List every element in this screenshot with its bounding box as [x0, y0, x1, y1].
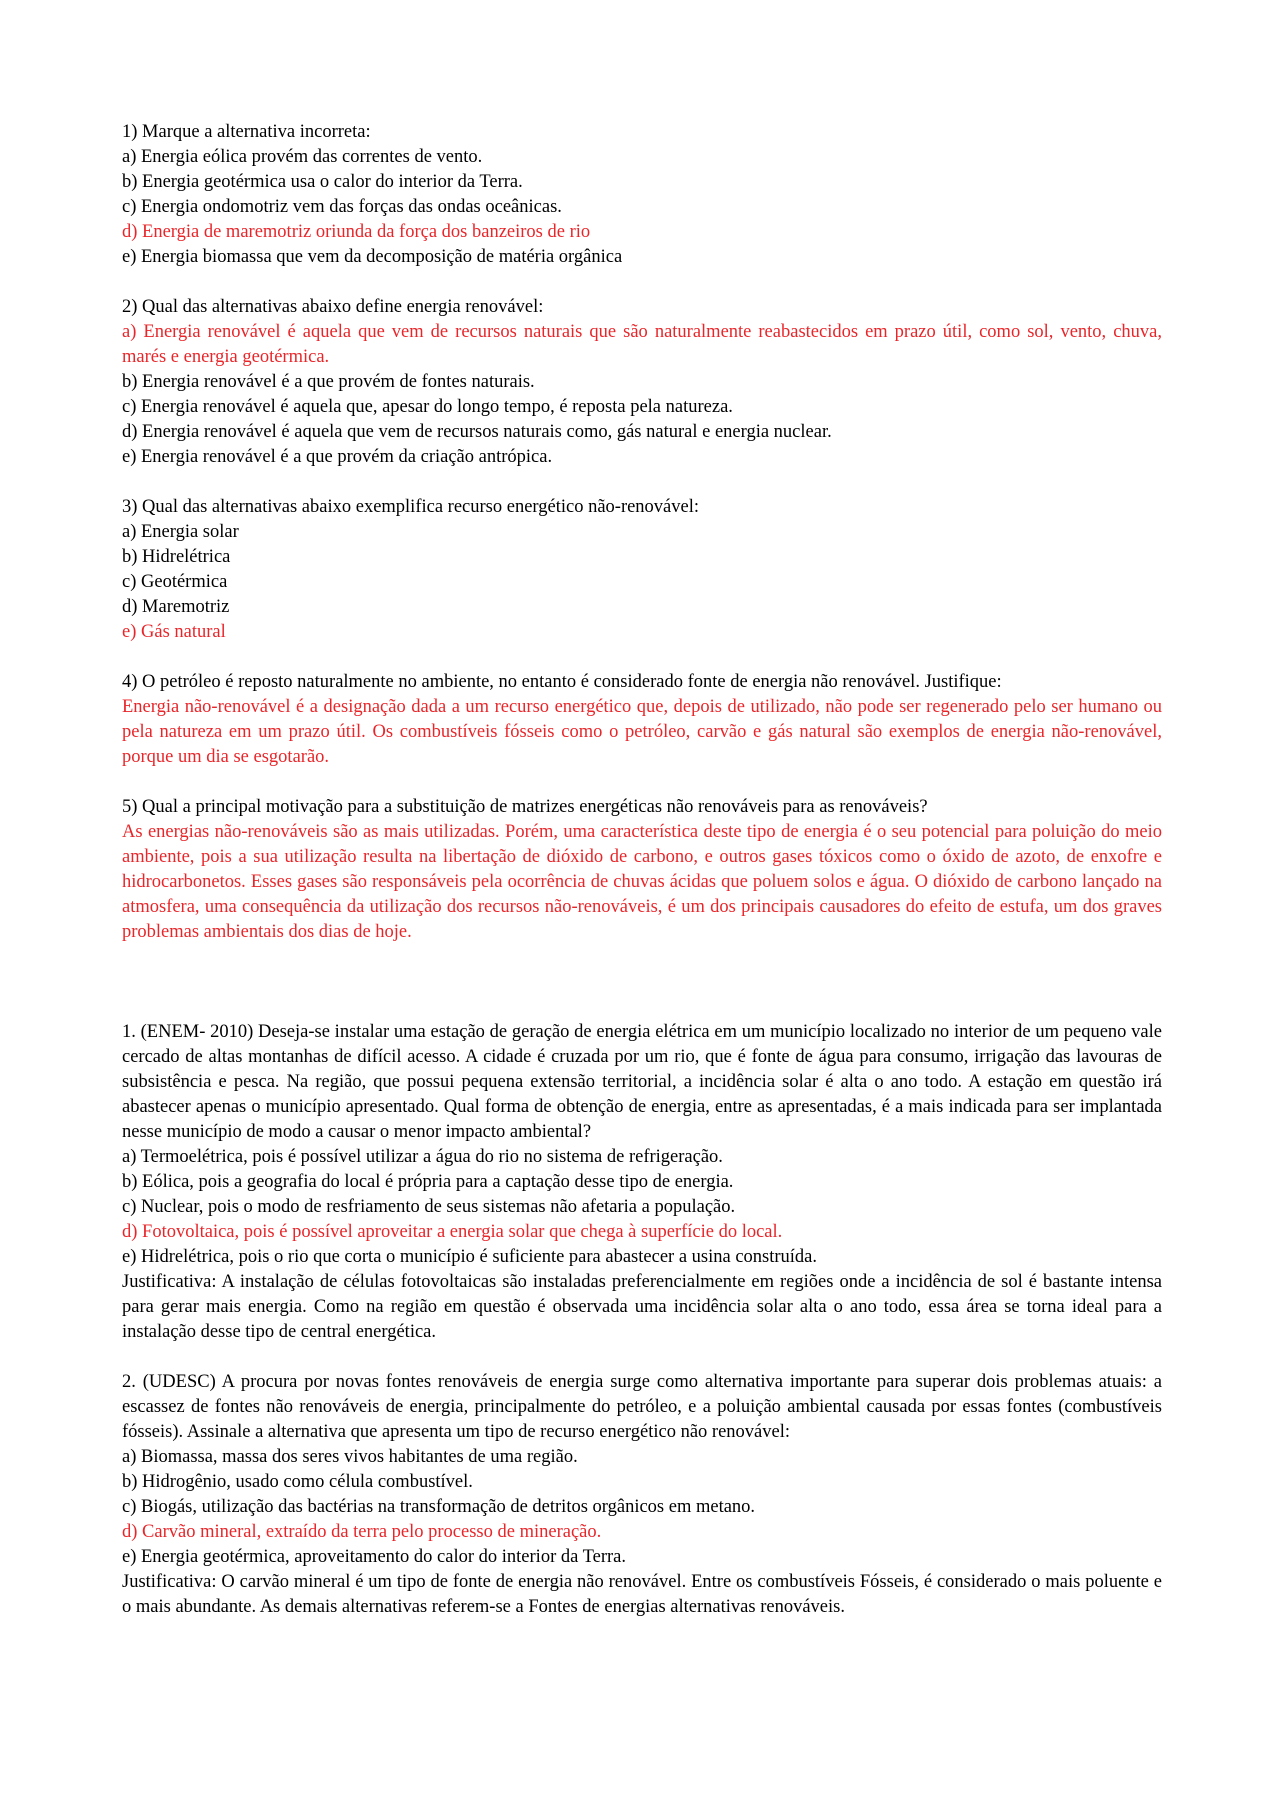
question-3-option-b: b) Hidrelétrica	[122, 547, 231, 567]
question-2-option-c: c) Energia renovável é aquela que, apesar do longo tempo, é reposta pela natureza.	[122, 397, 733, 417]
question-1-option-e: e) Energia biomassa que vem da decomposição de matéria orgânica	[122, 247, 623, 267]
question-2-option-b: b) Energia renovável é a que provém de fontes naturais.	[122, 372, 535, 392]
exercise-2-option-b: b) Hidrogênio, usado como célula combustível.	[122, 1472, 473, 1492]
question-1-option-b: b) Energia geotérmica usa o calor do interior da Terra.	[122, 172, 523, 192]
exercise-2-justification: Justificativa: O carvão mineral é um tipo de fonte de energia não renovável. Entre os combustíveis Fósseis, é considerado o mais poluente e o mais abundante. As demais alternativas referem-se a Fontes de energias alternativas renováveis.	[122, 1572, 1162, 1617]
question-2-option-d: d) Energia renovável é aquela que vem de recursos naturais como, gás natural e energia nuclear.	[122, 422, 832, 442]
exercise-1	[122, 1020, 1162, 1345]
question-3-option-e-answer: e) Gás natural	[122, 622, 226, 642]
question-2	[122, 295, 1162, 470]
question-2-option-a-answer: a) Energia renovável é aquela que vem de recursos naturais que são naturalmente reabastecidos em prazo útil, como sol, vento, chuva, marés e energia geotérmica.	[122, 322, 1162, 367]
exercise-2-option-a: a) Biomassa, massa dos seres vivos habitantes de uma região.	[122, 1447, 578, 1467]
exercise-1-option-c: c) Nuclear, pois o modo de resfriamento de seus sistemas não afetaria a população.	[122, 1197, 736, 1217]
question-3-option-a: a) Energia solar	[122, 522, 239, 542]
question-4-answer: Energia não-renovável é a designação dada a um recurso energético que, depois de utilizado, não pode ser regenerado pelo ser humano ou pela natureza em um prazo útil. Os combustíveis fósseis como o petróleo, carvão e gás natural são exemplos de energia não-renovável, porque um dia se esgotarão.	[122, 697, 1162, 767]
question-1	[122, 120, 1162, 270]
question-5-answer: As energias não-renováveis são as mais utilizadas. Porém, uma característica deste tipo de energia é o seu potencial para poluição do meio ambiente, pois a sua utilização resulta na libertação de dióxido de carbono, e outros gases tóxicos como o óxido de azoto, de enxofre e hidrocarbonetos. Esses gases são responsáveis pela ocorrência de chuvas ácidas que poluem solos e água. O dióxido de carbono lançado na atmosfera, uma consequência da utilização dos recursos não-renováveis, é um dos principais causadores do efeito de estufa, um dos graves problemas ambientais dos dias de hoje.	[122, 822, 1162, 942]
question-3-option-c: c) Geotérmica	[122, 572, 228, 592]
question-1-option-c: c) Energia ondomotriz vem das forças das ondas oceânicas.	[122, 197, 562, 217]
question-3-option-d: d) Maremotriz	[122, 597, 230, 617]
exercise-1-option-d-answer: d) Fotovoltaica, pois é possível aproveitar a energia solar que chega à superfície do local.	[122, 1222, 783, 1242]
exercise-1-text: 1. (ENEM- 2010) Deseja-se instalar uma estação de geração de energia elétrica em um município localizado no interior de um pequeno vale cercado de altas montanhas de difícil acesso. A cidade é cruzada por um rio, que é fonte de água para consumo, irrigação das lavouras de subsistência e pesca. Na região, que possui pequena extensão territorial, a incidência solar é alta o ano todo. A estação em questão irá abastecer apenas o município apresentado. Qual forma de obtenção de energia, entre as apresentadas, é a mais indicada para ser implantada nesse município de modo a causar o menor impacto ambiental?	[122, 1022, 1162, 1142]
question-1-option-d-answer: d) Energia de maremotriz oriunda da força dos banzeiros de rio	[122, 222, 591, 242]
exercise-1-option-b: b) Eólica, pois a geografia do local é própria para a captação desse tipo de energia.	[122, 1172, 734, 1192]
question-3	[122, 495, 1162, 645]
question-5-text: 5) Qual a principal motivação para a substituição de matrizes energéticas não renováveis para as renováveis?	[122, 797, 928, 817]
exercise-2-option-e: e) Energia geotérmica, aproveitamento do calor do interior da Terra.	[122, 1547, 626, 1567]
question-5	[122, 795, 1162, 945]
exercise-1-option-e: e) Hidrelétrica, pois o rio que corta o município é suficiente para abastecer a usina construída.	[122, 1247, 818, 1267]
exercise-2-text: 2. (UDESC) A procura por novas fontes renováveis de energia surge como alternativa importante para superar dois problemas atuais: a escassez de fontes não renováveis de energia, principalmente do petróleo, e a poluição ambiental causada por essas fontes (combustíveis fósseis). Assinale a alternativa que apresenta um tipo de recurso energético não renovável:	[122, 1372, 1162, 1442]
question-3-text: 3) Qual das alternativas abaixo exemplifica recurso energético não-renovável:	[122, 497, 700, 517]
exercise-1-option-a: a) Termoelétrica, pois é possível utilizar a água do rio no sistema de refrigeração.	[122, 1147, 723, 1167]
question-4	[122, 670, 1162, 770]
document-page	[122, 120, 1162, 1620]
question-1-text: 1) Marque a alternativa incorreta:	[122, 122, 371, 142]
question-4-text: 4) O petróleo é reposto naturalmente no ambiente, no entanto é considerado fonte de energia não renovável. Justifique:	[122, 672, 1002, 692]
question-2-text: 2) Qual das alternativas abaixo define energia renovável:	[122, 297, 544, 317]
question-2-option-e: e) Energia renovável é a que provém da criação antrópica.	[122, 447, 553, 467]
question-1-option-a: a) Energia eólica provém das correntes de vento.	[122, 147, 483, 167]
exercise-2-option-c: c) Biogás, utilização das bactérias na transformação de detritos orgânicos em metano.	[122, 1497, 756, 1517]
exercise-2	[122, 1370, 1162, 1620]
exercise-1-justification: Justificativa: A instalação de células fotovoltaicas são instaladas preferencialmente em regiões onde a incidência de sol é bastante intensa para gerar mais energia. Como na região em questão é observada uma incidência solar alta o ano todo, essa área se torna ideal para a instalação desse tipo de central energética.	[122, 1272, 1162, 1342]
exercise-2-option-d-answer: d) Carvão mineral, extraído da terra pelo processo de mineração.	[122, 1522, 602, 1542]
